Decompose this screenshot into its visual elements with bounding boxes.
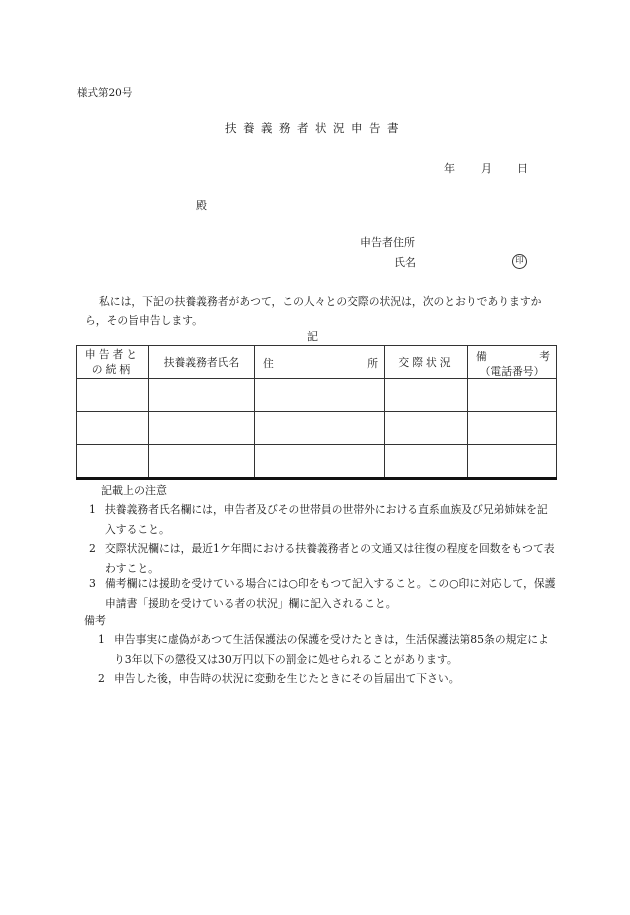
header-remarks-left: 備: [476, 350, 487, 363]
obligor-name-cell[interactable]: [149, 379, 255, 412]
relation-cell[interactable]: [77, 379, 149, 412]
applicant-address-label: 申告者住所: [360, 236, 415, 249]
obligor-name-cell[interactable]: [149, 445, 255, 479]
remarks-cell[interactable]: [468, 445, 557, 479]
relationship-status-cell[interactable]: [385, 412, 468, 445]
notes-heading: 記載上の注意: [101, 484, 167, 497]
note-text: 交際状況欄には，最近1ケ年間における扶養義務者との文通又は往復の程度を回数をもつて表わすこと。: [105, 542, 555, 575]
note-number: 1: [89, 503, 96, 516]
address-cell[interactable]: [255, 412, 385, 445]
relation-cell[interactable]: [77, 412, 149, 445]
header-address: [255, 346, 385, 379]
remarks-cell[interactable]: [468, 412, 557, 445]
header-relation: [77, 346, 149, 379]
remark-text: 申告した後，申告時の状況に変動を生じたときにその旨届出て下さい。: [114, 672, 460, 685]
table-header-row: [77, 346, 557, 379]
remarks-cell[interactable]: [468, 379, 557, 412]
remark-text: 申告事実に虚偽があつて生活保護法の保護を受けたときは，生活保護法第85条の規定により3年以下の懲役又は30万円以下の罰金に処せられることがあります。: [114, 633, 549, 666]
header-remarks-sub: （電話番号）: [479, 365, 545, 378]
header-relationship-status: 交際状況: [385, 346, 468, 379]
date-year-label: 年: [444, 162, 455, 175]
relation-cell[interactable]: [77, 445, 149, 479]
header-remarks: [468, 346, 557, 379]
ki-heading: 記: [307, 330, 318, 343]
form-number: 様式第20号: [77, 87, 133, 99]
note-item: [89, 539, 557, 579]
header-remarks-right: 考: [539, 350, 550, 363]
note-text: 扶養義務者氏名欄には，申告者及びその世帯員の世帯外における直系血族及び兄弟姉妹を記入すること。: [105, 503, 548, 536]
header-relation-line1: 申告者と: [84, 348, 141, 361]
note-item: [89, 500, 557, 540]
seal-mark: 印: [512, 254, 527, 269]
table-row: [77, 379, 557, 412]
header-address-right: 所: [367, 357, 378, 370]
note-text: 備考欄には援助を受けている場合には○印をもつて記入すること。この○印に対応して，保護申請書「援助を受けている者の状況」欄に記入されること。: [105, 577, 556, 610]
date-month-label: 月: [481, 162, 492, 175]
relationship-status-cell[interactable]: [385, 445, 468, 479]
address-cell[interactable]: [255, 445, 385, 479]
statement-text: 私には，下記の扶養義務者があつて，この人々との交際の状況は，次のとおりでありますから，その旨申告します。: [85, 295, 542, 327]
address-cell[interactable]: [255, 379, 385, 412]
remark-item: [98, 630, 558, 670]
table-row: [77, 412, 557, 445]
obligor-table: [76, 345, 557, 480]
remark-item: [98, 669, 558, 689]
header-address-left: 住: [263, 357, 274, 370]
header-obligor-name: 扶養義務者氏名: [149, 346, 255, 379]
addressee-suffix: 殿: [196, 199, 207, 212]
relationship-status-cell[interactable]: [385, 379, 468, 412]
note-number: 2: [89, 542, 96, 555]
note-item: [89, 574, 557, 614]
applicant-name-label: 氏名: [394, 256, 416, 269]
remark-number: 2: [98, 672, 105, 685]
remark-number: 1: [98, 633, 105, 646]
obligor-name-cell[interactable]: [149, 412, 255, 445]
header-relation-line2: の続柄: [91, 363, 134, 376]
remarks-heading: 備考: [84, 614, 106, 627]
page-title: 扶養義務者状況申告書: [225, 121, 405, 135]
date-day-label: 日: [517, 162, 528, 175]
table-row: [77, 445, 557, 479]
note-number: 3: [89, 577, 96, 590]
